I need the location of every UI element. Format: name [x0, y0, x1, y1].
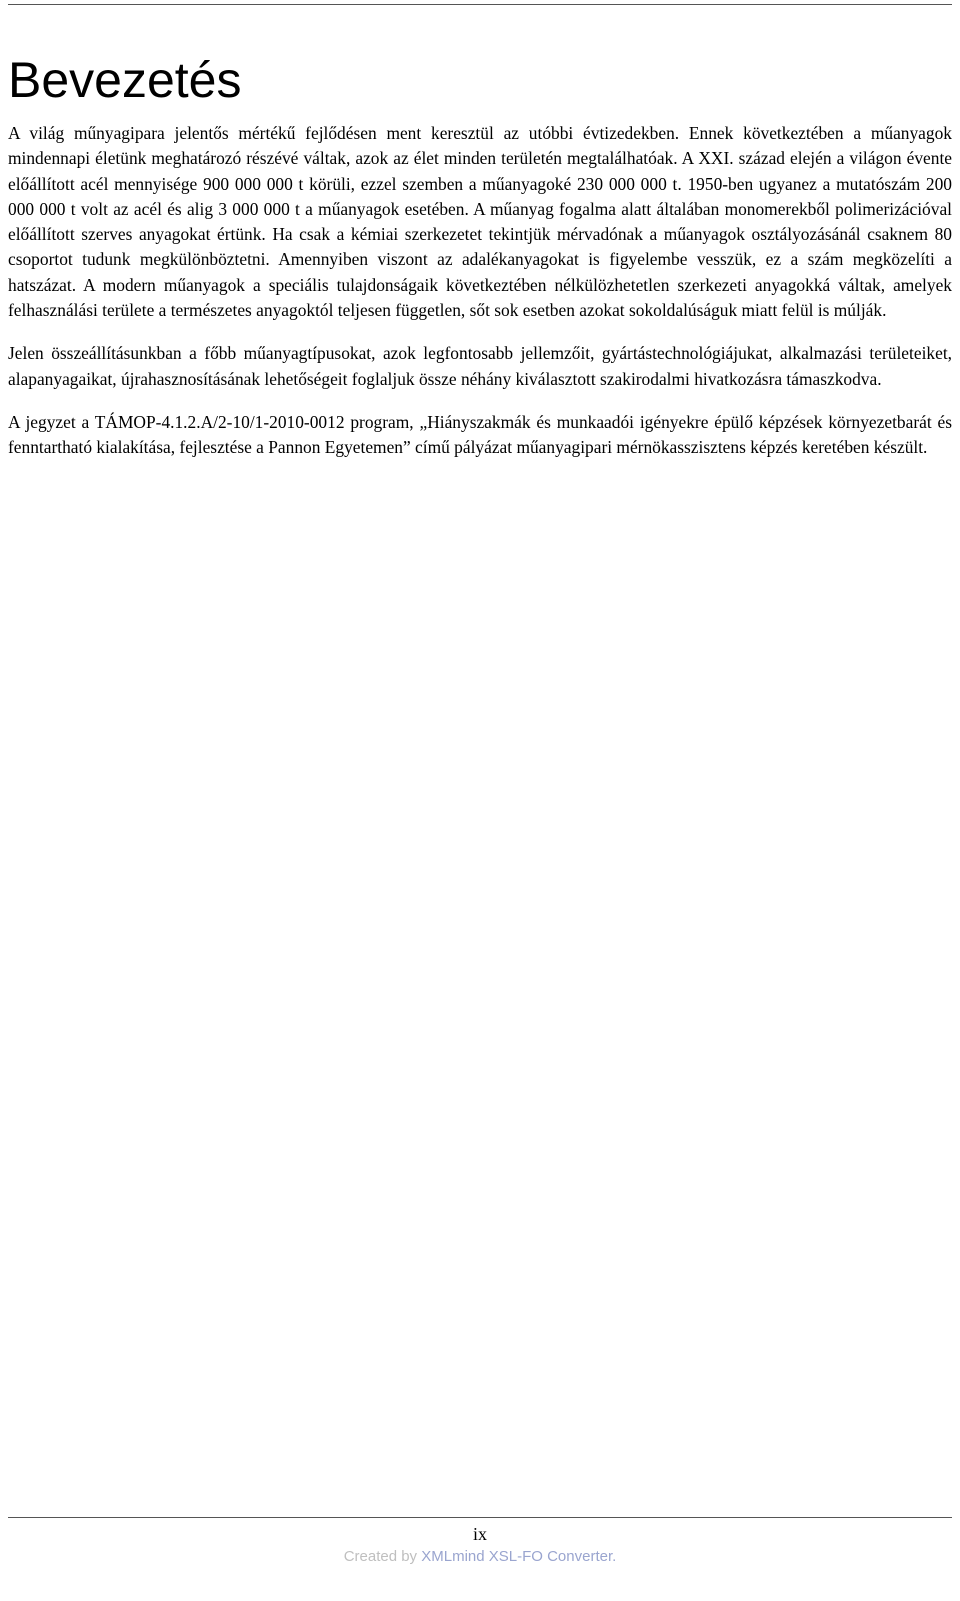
page-number: ix [472, 1524, 487, 1544]
paragraph-program: A jegyzet a TÁMOP-4.1.2.A/2-10/1-2010-0012 program, „Hiányszakmák és munkaadói igényekre épülő képzések környezetbarát és fenntartható kialakítása, fejlesztése a Pannon Egyetemen” című pályázat műanyagipari mérnökasszisztens képzés keretében készült. [8, 411, 952, 458]
credit-link[interactable]: XMLmind XSL-FO Converter. [421, 1548, 617, 1565]
document-body [8, 121, 952, 479]
footer-rule [8, 1517, 952, 1518]
paragraph-intro: A világ műnyagipara jelentős mértékű fejlődésen ment keresztül az utóbbi évtizedekben. Ennek következtében a műanyagok mindennapi életünk meghatározó részévé váltak, azok az élet minden területén megtalálhatóak. A XXI. század elején a világon évente előállított acél mennyisége 900 000 000 t körüli, ezzel szemben a műanyagoké 230 000 000 t. 1950-ben ugyanez a mutatószám 200 000 000 t volt az acél és alig 3 000 000 t a műanyagok esetében. A műanyag fogalma alatt általában monomerekből polimerizációval előállított szerves anyagokat értünk. Ha csak a kémiai szerkezetet tekintjük mérvadónak a műanyagok osztályozásánál csaknem 80 csoportot tudunk megkülönböztetni. Amennyiben viszont az adalékanyagokat is figyelembe vesszük, ez a szám megközelíti a hatszázat. A modern műanyagok a speciális tulajdonságaik következtében nélkülözhetetlen szerkezeti anyagokká váltak, amelyek felhasználási területe a természetes anyagoktól teljesen független, sőt sok esetben azokat sokoldalúságuk miatt felül is múlják. [8, 123, 952, 321]
header-rule [8, 4, 952, 5]
page-title: Bevezetés [8, 52, 242, 108]
paragraph-scope: Jelen összeállításunkban a főbb műanyagtípusokat, azok legfontosabb jellemzőit, gyártástechnológiájukat, alkalmazási területeiket, alapanyagaikat, újrahasznosításának lehetőségeit foglaljuk össze néhány kiválasztott szakirodalmi hivatkozásra támaszkodva. [8, 343, 952, 389]
credit-prefix: Created by [343, 1548, 418, 1565]
footer-credit [0, 1547, 960, 1567]
